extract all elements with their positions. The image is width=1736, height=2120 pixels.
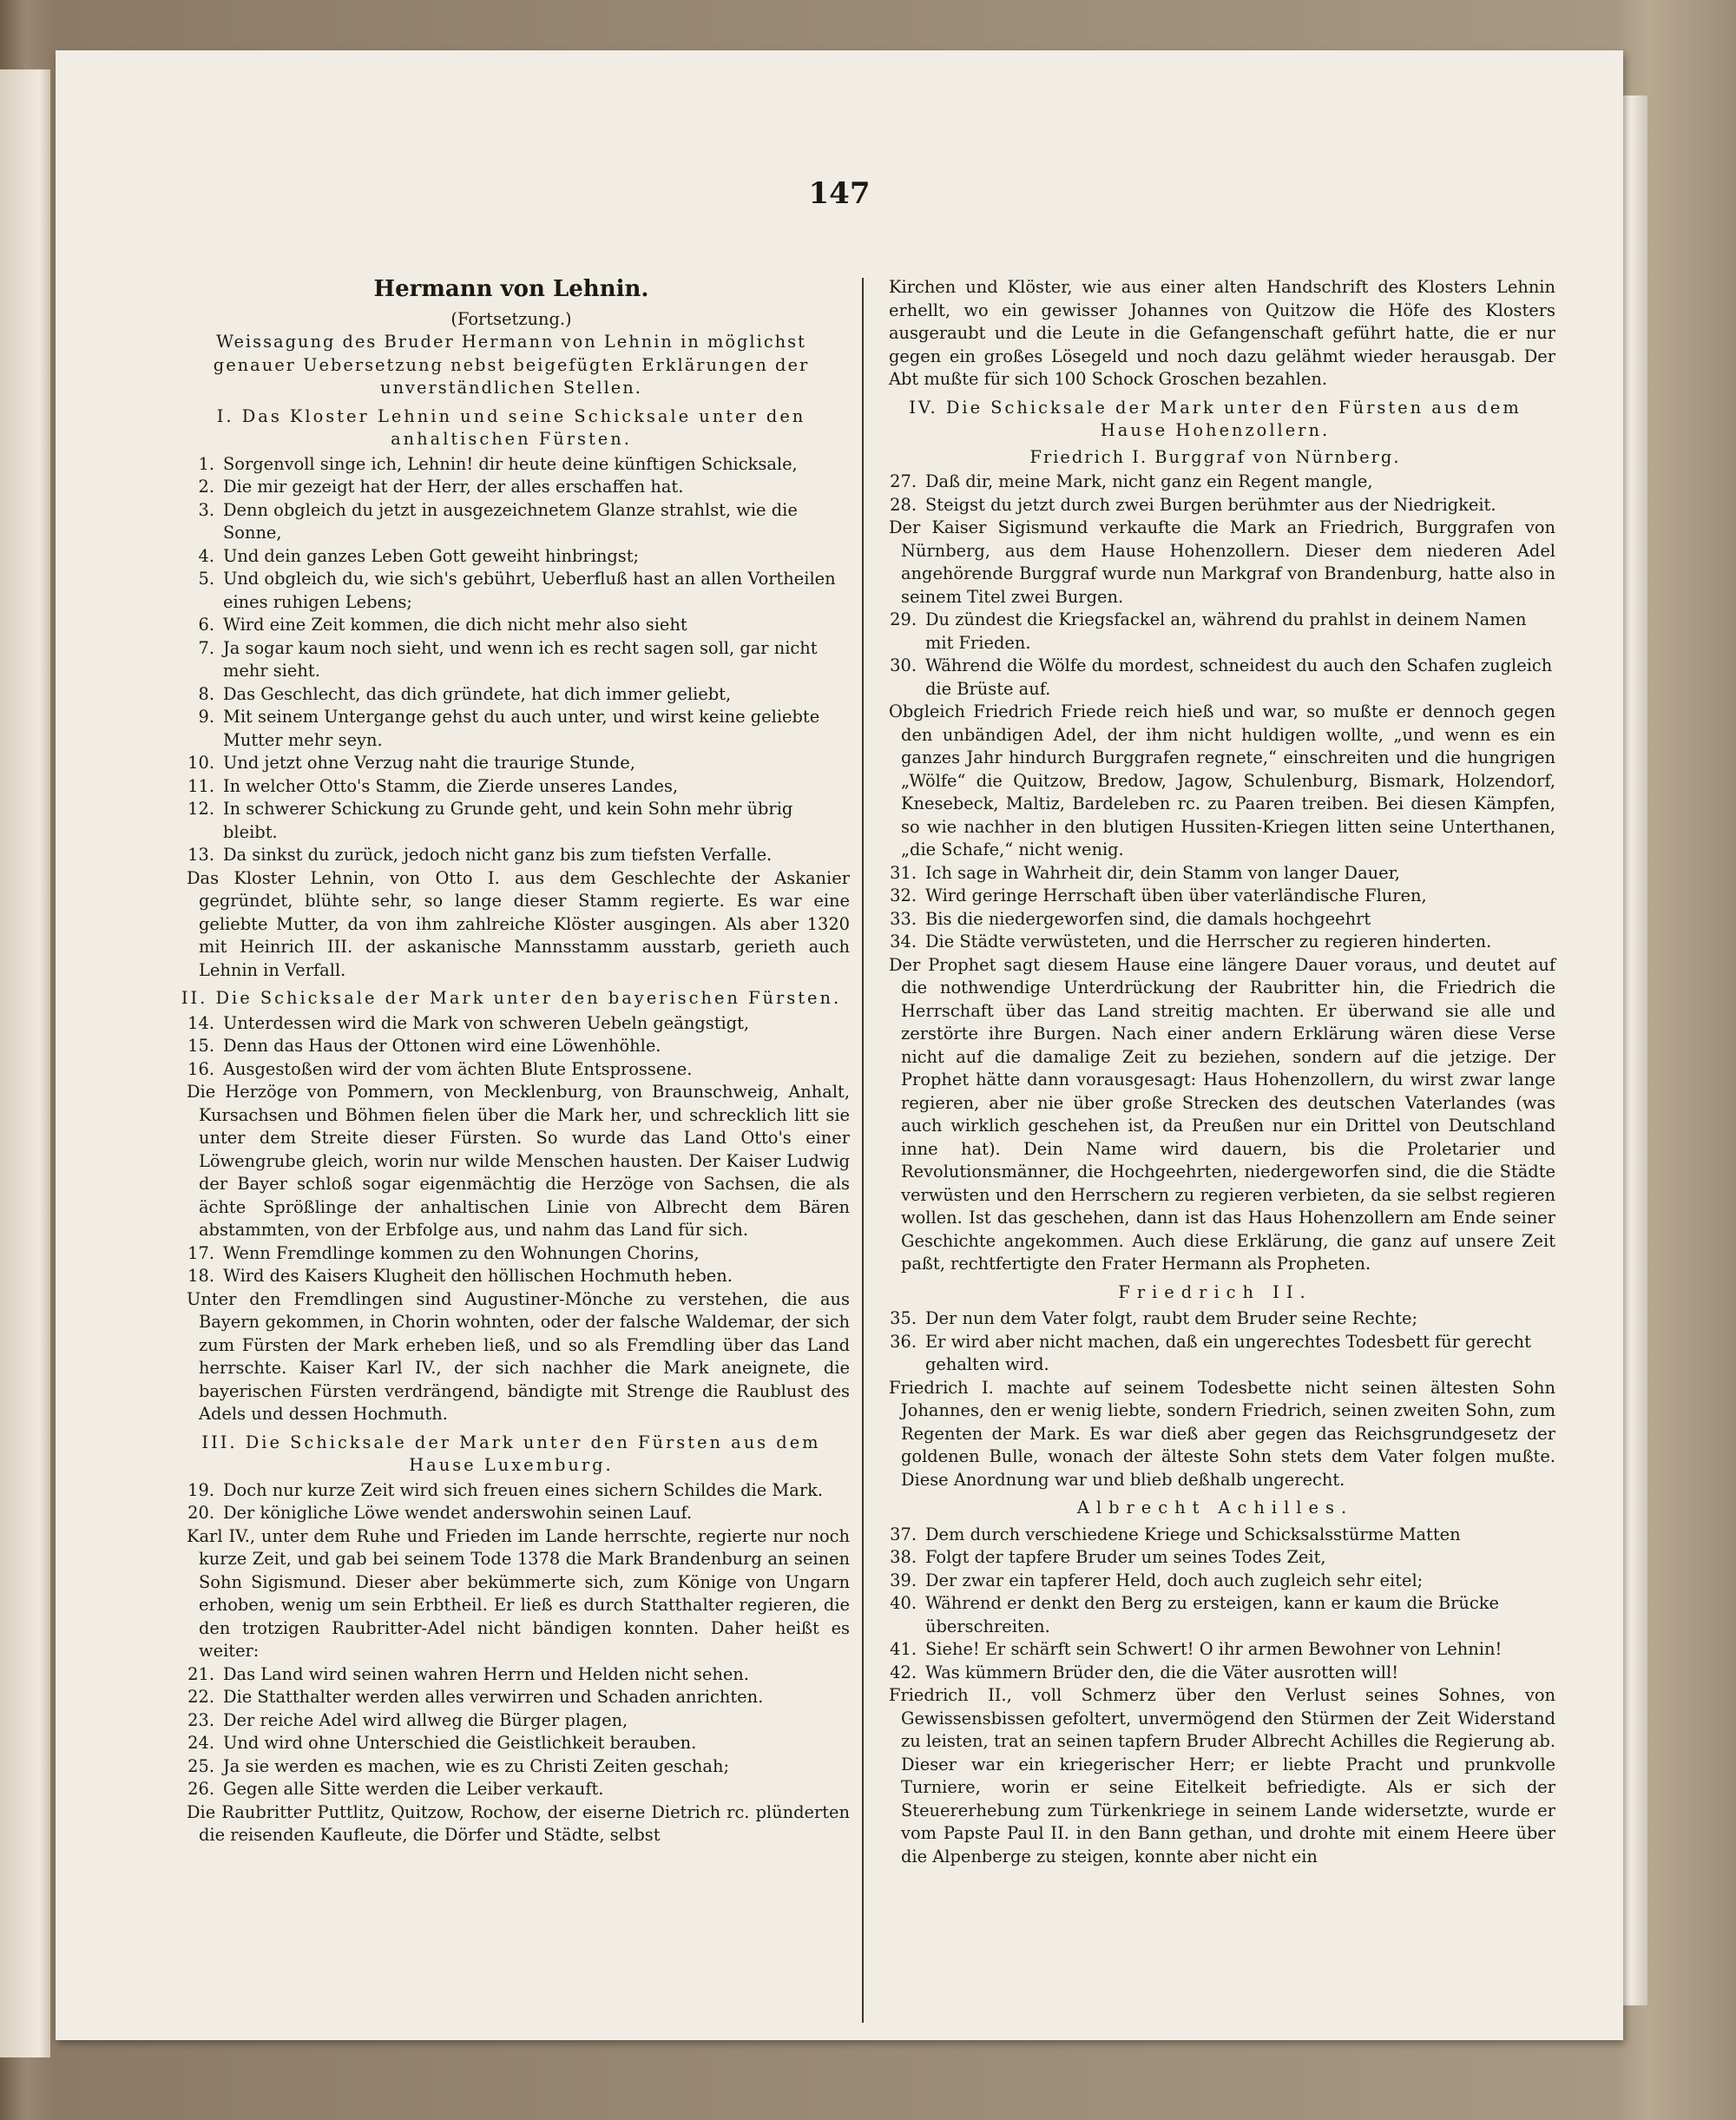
section-heading-3: III. Die Schicksale der Mark unter den Fürsten aus dem Hause Luxemburg. bbox=[201, 1432, 821, 1475]
left-column bbox=[173, 276, 850, 1847]
verse-number: 2. bbox=[198, 477, 214, 497]
verse-text: Und dein ganzes Leben Gott geweiht hinbringst; bbox=[223, 545, 640, 566]
verse-line bbox=[173, 1242, 850, 1266]
page-number: 147 bbox=[808, 176, 871, 211]
verse-number: 18. bbox=[187, 1266, 214, 1286]
verse-line bbox=[173, 752, 850, 775]
verse-line bbox=[173, 683, 850, 707]
verse-line bbox=[875, 471, 1555, 494]
verse-line bbox=[173, 614, 850, 637]
verse-list-2a bbox=[173, 1012, 850, 1082]
verse-line bbox=[173, 476, 850, 499]
commentary-paragraph: Obgleich Friedrich Friede reich hieß und war, so mußte er dennoch gegen den unbändigen Adel, der ihm nicht huldigen wollte, „und wenn es ein ganzes Jahr hindurch Burggrafen regnete,“ einschreiten und die hungrigen „Wölfe“ die Quitzow, Bredow, Jagow, Schulenburg, Bismark, Holzendorf, Knesebeck, Maltiz, Bardeleben rc. zu Paaren treiben. Bei diesen Kämpfen, so wie nachher in den blutigen Hussiten-Kriegen litten seine Unterthanen, „die Schafe,“ nicht wenig. bbox=[889, 701, 1555, 859]
verse-number: 36. bbox=[890, 1331, 917, 1352]
verse-line bbox=[875, 1524, 1555, 1547]
commentary-paragraph: Friedrich I. machte auf seinem Todesbette nicht seinen ältesten Sohn Johannes, den er wenig liebte, sondern Friedrich, seinen zweiten Sohn, zum Regenten der Mark. Es war dieß aber gegen das Reichsgrundgesetz der goldenen Bulle, wonach der älteste Sohn stets dem Vater folgen mußte. Diese Anordnung war und blieb deßhalb ungerecht. bbox=[889, 1377, 1555, 1490]
verse-line bbox=[173, 545, 850, 569]
verse-line bbox=[173, 1479, 850, 1503]
commentary-paragraph: Das Kloster Lehnin, von Otto I. aus dem Geschlechte der Askanier gegründet, blühte sehr, so lange dieser Stamm regierte. Es war eine geliebte Mutter, da von ihm zahlreiche Klöster ausgingen. Als aber 1320 mit Heinrich III. der askanische Mannsstamm ausstarb, gerieth auch Lehnin in Verfall. bbox=[187, 867, 850, 980]
lead-heading: Weissagung des Bruder Hermann von Lehnin in möglichst genauer Uebersetzung nebst beigefügten Erklärungen der unverständlichen Stellen. bbox=[213, 332, 810, 398]
verse-text: Siehe! Er schärft sein Schwert! O ihr armen Bewohner von Lehnin! bbox=[925, 1639, 1503, 1659]
verse-line bbox=[173, 798, 850, 844]
verse-text: Während die Wölfe du mordest, schneidest du auch den Schafen zugleich die Brüste auf. bbox=[925, 655, 1553, 699]
verse-number: 41. bbox=[890, 1639, 917, 1659]
verse-text: Wird eine Zeit kommen, die dich nicht mehr also sieht bbox=[223, 615, 687, 635]
verse-line bbox=[875, 494, 1555, 517]
verse-text: In welcher Otto's Stamm, die Zierde unseres Landes, bbox=[223, 775, 679, 796]
verse-number: 5. bbox=[198, 569, 214, 589]
verse-line bbox=[875, 655, 1555, 701]
commentary-paragraph: Karl IV., unter dem Ruhe und Frieden im Lande herrschte, regierte nur noch kurze Zeit, und gab bei seinem Tode 1378 die Mark Brandenburg an seinen Sohn Sigismund. Dieser aber bekümmerte sich, zum Könige von Ungarn erhoben, wenig um sein Erbtheil. Er ließ es durch Statthalter regieren, die den trotzigen Raubritter-Adel nicht bändigen konnten. Daher heißt es weiter: bbox=[187, 1525, 850, 1661]
verse-number: 27. bbox=[890, 471, 917, 491]
verse-number: 8. bbox=[198, 683, 214, 704]
verse-text: Ich sage in Wahrheit dir, dein Stamm von langer Dauer, bbox=[925, 862, 1400, 883]
verse-text: Während er denkt den Berg zu ersteigen, kann er kaum die Brücke überschreiten. bbox=[925, 1593, 1499, 1636]
verse-list-f2 bbox=[875, 1307, 1555, 1377]
verse-number: 35. bbox=[890, 1308, 917, 1328]
commentary-paragraph: Die Raubritter Puttlitz, Quitzow, Rochow, der eiserne Dietrich rc. plünderten die reisenden Kaufleute, die Dörfer und Städte, selbst bbox=[187, 1801, 850, 1845]
subsection-heading: Friedrich II. bbox=[1118, 1281, 1312, 1302]
verse-line bbox=[173, 1012, 850, 1036]
verse-text: Das Land wird seinen wahren Herrn und Helden nicht sehen. bbox=[223, 1663, 749, 1684]
verse-text: Steigst du jetzt durch zwei Burgen berühmter aus der Niedrigkeit. bbox=[925, 494, 1496, 515]
verse-line bbox=[173, 844, 850, 867]
verse-line bbox=[875, 1307, 1555, 1331]
verse-text: Wird geringe Herrschaft üben über vaterländische Fluren, bbox=[925, 886, 1427, 905]
verse-text: Die Statthalter werden alles verwirren und Schaden anrichten. bbox=[223, 1687, 764, 1707]
verse-number: 7. bbox=[198, 637, 214, 658]
verse-text: Dem durch verschiedene Kriege und Schicksalsstürme Matten bbox=[925, 1524, 1461, 1544]
verse-line bbox=[875, 931, 1555, 954]
verse-number: 19. bbox=[187, 1479, 214, 1500]
verse-number: 22. bbox=[187, 1687, 214, 1707]
verse-text: Der nun dem Vater folgt, raubt dem Bruder seine Rechte; bbox=[925, 1308, 1418, 1328]
binding-spine bbox=[0, 69, 50, 2057]
verse-number: 39. bbox=[890, 1570, 917, 1590]
verse-text: Die mir gezeigt hat der Herr, der alles erschaffen hat. bbox=[223, 477, 684, 497]
verse-text: Sorgenvoll singe ich, Lehnin! dir heute deine künftigen Schicksale, bbox=[223, 453, 798, 474]
commentary-paragraph: Friedrich II., voll Schmerz über den Verlust seines Sohnes, von Gewissensbissen gefoltert, unvermögend den Stürmen der Zeit Widerstand zu leisten, trat an seinen tapfern Bruder Albrecht Achilles die Regierung ab. Dieser war ein kriegerischer Herr; er liebte Pracht und prunkvolle Turniere, worin er seine Eitelkeit befriedigte. Als er sich der Steuererhebung zum Türkenkriege in seinem Lande widersetzte, wurde er vom Papste Paul II. in den Bann gethan, und drohte mit einem Heere über die Alpenberge zu steigen, konnte aber nicht ein bbox=[889, 1685, 1555, 1867]
verse-text: Ja sie werden es machen, wie es zu Christi Zeiten geschah; bbox=[223, 1755, 729, 1776]
verse-text: Wenn Fremdlinge kommen zu den Wohnungen Chorins, bbox=[223, 1242, 700, 1263]
verse-number: 14. bbox=[187, 1012, 214, 1033]
verse-list-1 bbox=[173, 453, 850, 867]
verse-number: 34. bbox=[890, 932, 917, 951]
verse-number: 25. bbox=[187, 1755, 214, 1776]
verse-line bbox=[875, 1546, 1555, 1570]
verse-number: 38. bbox=[890, 1547, 917, 1567]
verse-line bbox=[173, 1755, 850, 1779]
verse-line bbox=[173, 1035, 850, 1058]
verse-line bbox=[173, 499, 850, 545]
verse-line bbox=[875, 1638, 1555, 1662]
verse-number: 17. bbox=[187, 1242, 214, 1263]
section-heading-4: IV. Die Schicksale der Mark unter den Fürsten aus dem Hause Hohenzollern. bbox=[909, 397, 1522, 440]
verse-number: 32. bbox=[890, 886, 917, 905]
verse-line bbox=[875, 885, 1555, 908]
verse-number: 37. bbox=[890, 1524, 917, 1544]
verse-number: 12. bbox=[187, 799, 214, 819]
book-page bbox=[56, 50, 1623, 2040]
verse-number: 30. bbox=[890, 655, 917, 675]
verse-text: Gegen alle Sitte werden die Leiber verkauft. bbox=[223, 1779, 604, 1799]
verse-number: 33. bbox=[890, 908, 917, 929]
verse-number: 16. bbox=[187, 1058, 214, 1079]
verse-line bbox=[173, 1663, 850, 1687]
verse-text: Und jetzt ohne Verzug naht die traurige Stunde, bbox=[223, 753, 635, 773]
commentary-paragraph: Der Kaiser Sigismund verkaufte die Mark an Friedrich, Burggrafen von Nürnberg, aus dem Hause Hohenzollern. Dieser dem niederen Adel angehörende Burggraf wurde nun Markgraf von Brandenburg, hatte also in seinem Titel zwei Burgen. bbox=[889, 517, 1555, 607]
commentary-paragraph: Kirchen und Klöster, wie aus einer alten Handschrift des Klosters Lehnin erhellt, wo ein gewisser Johannes von Quitzow die Höfe des Klosters ausgeraubt und die Leute in die Gefangenschaft geführt hatte, die er nur gegen ein großes Lösegeld und noch dazu gelähmt wieder herausgab. Der Abt mußte für sich 100 Schock Groschen bezahlen. bbox=[889, 277, 1555, 389]
verse-list-4b bbox=[875, 609, 1555, 701]
verse-list-3a bbox=[173, 1479, 850, 1525]
verse-line bbox=[173, 637, 850, 683]
verse-number: 31. bbox=[890, 862, 917, 883]
verse-text: Unterdessen wird die Mark von schweren Uebeln geängstigt, bbox=[223, 1012, 750, 1033]
verse-number: 15. bbox=[187, 1036, 214, 1056]
verse-text: Denn das Haus der Ottonen wird eine Löwenhöhle. bbox=[223, 1036, 661, 1056]
verse-line bbox=[173, 1265, 850, 1288]
verse-number: 6. bbox=[198, 615, 214, 635]
verse-text: Denn obgleich du jetzt in ausgezeichnetem Glanze strahlst, wie die Sonne, bbox=[223, 499, 798, 543]
verse-line bbox=[173, 1058, 850, 1082]
verse-text: Die Städte verwüsteten, und die Herrscher zu regieren hinderten. bbox=[925, 932, 1492, 951]
verse-text: Der königliche Löwe wendet anderswohin seinen Lauf. bbox=[223, 1503, 693, 1523]
section-heading-1: I. Das Kloster Lehnin und seine Schicksale unter den anhaltischen Fürsten. bbox=[216, 405, 806, 449]
verse-text: Und obgleich du, wie sich's gebührt, Ueberfluß hast an allen Vortheilen eines ruhigen Lebens; bbox=[223, 569, 836, 612]
verse-number: 10. bbox=[187, 753, 214, 773]
verse-text: Er wird aber nicht machen, daß ein ungerechtes Todesbett für gerecht gehalten wird. bbox=[925, 1331, 1531, 1374]
verse-text: Der zwar ein tapferer Held, doch auch zugleich sehr eitel; bbox=[925, 1570, 1424, 1590]
verse-line bbox=[173, 568, 850, 614]
column-divider bbox=[862, 278, 864, 2023]
verse-text: Folgt der tapfere Bruder um seines Todes Zeit, bbox=[925, 1547, 1326, 1567]
verse-number: 42. bbox=[890, 1662, 917, 1682]
verse-text: Mit seinem Untergange gehst du auch unter, und wirst keine geliebte Mutter mehr seyn. bbox=[223, 707, 820, 750]
verse-number: 23. bbox=[187, 1709, 214, 1730]
continuation-note: (Fortsetzung.) bbox=[450, 308, 572, 329]
verse-line bbox=[173, 453, 850, 477]
verse-text: Was kümmern Brüder den, die die Väter ausrotten will! bbox=[925, 1662, 1399, 1682]
verse-number: 1. bbox=[198, 453, 214, 474]
verse-number: 24. bbox=[187, 1733, 214, 1753]
right-column bbox=[875, 276, 1555, 1868]
subsection-heading: Albrecht Achilles. bbox=[1076, 1498, 1354, 1518]
verse-text: Wird des Kaisers Klugheit den höllischen Hochmuth heben. bbox=[223, 1266, 733, 1286]
verse-line bbox=[173, 1502, 850, 1525]
verse-text: In schwerer Schickung zu Grunde geht, und kein Sohn mehr übrig bleibt. bbox=[223, 799, 793, 842]
verse-line bbox=[875, 1570, 1555, 1593]
verse-text: Du zündest die Kriegsfackel an, während du prahlst in deinem Namen mit Frieden. bbox=[925, 609, 1527, 653]
section-heading-2: II. Die Schicksale der Mark unter den bayerischen Fürsten. bbox=[181, 988, 842, 1008]
verse-text: Ja sogar kaum noch sieht, und wenn ich es recht sagen soll, gar nicht mehr sieht. bbox=[223, 637, 818, 681]
verse-line bbox=[173, 775, 850, 799]
verse-line bbox=[875, 609, 1555, 655]
verse-line bbox=[173, 1686, 850, 1709]
verse-list-aa bbox=[875, 1524, 1555, 1685]
verse-list-4a bbox=[875, 471, 1555, 517]
verse-list-4c bbox=[875, 862, 1555, 954]
verse-number: 13. bbox=[187, 845, 214, 865]
verse-list-2b bbox=[173, 1242, 850, 1288]
verse-line bbox=[875, 1662, 1555, 1685]
verse-text: Und wird ohne Unterschied die Geistlichkeit berauben. bbox=[223, 1733, 697, 1753]
verse-text: Daß dir, meine Mark, nicht ganz ein Regent mangle, bbox=[925, 471, 1373, 491]
verse-number: 9. bbox=[198, 707, 214, 727]
verse-line bbox=[875, 908, 1555, 932]
verse-text: Doch nur kurze Zeit wird sich freuen eines sichern Schildes die Mark. bbox=[223, 1479, 823, 1500]
verse-line bbox=[875, 1592, 1555, 1638]
verse-number: 11. bbox=[187, 775, 214, 796]
verse-line bbox=[173, 706, 850, 752]
verse-text: Der reiche Adel wird allweg die Bürger plagen, bbox=[223, 1709, 628, 1730]
verse-text: Ausgestoßen wird der vom ächten Blute Entsprossene. bbox=[223, 1058, 693, 1079]
commentary-paragraph: Der Prophet sagt diesem Hause eine längere Dauer voraus, und deutet auf die nothwendige Unterdrückung der Raubritter hin, die Friedrich die Herrschaft über das Land streitig machten. Er überwand sie alle und zerstörte ihre Burgen. Nach einer andern Erklärung wären diese Verse nicht auf die damalige Zeit zu beziehen, sondern auf die jetzige. Der Prophet hätte dann vorausgesagt: Haus Hohenzollern, du wirst zwar lange regieren, aber nie über große Strecken des deutschen Vaterlandes (was auch wirklich geschehen ist, da Preußen nur ein Drittel von Deutschland inne hat). Dein Name wird dauern, bis die Proletarier und Revolutionsmänner, die Hochgeehrten, niedergeworfen sind, die die Städte verwüsten und den Herrschern zu regieren verbieten, da sie selbst regieren wollen. Ist das geschehen, dann ist das Haus Hohenzollern am Ende seiner Geschichte angekommen. Auch diese Erklärung, die ganz auf unsere Zeit paßt, rechtfertigte den Frater Hermann als Propheten. bbox=[889, 954, 1555, 1274]
verse-number: 26. bbox=[187, 1779, 214, 1799]
verse-number: 28. bbox=[890, 494, 917, 515]
verse-number: 4. bbox=[198, 545, 214, 566]
verse-line bbox=[173, 1709, 850, 1733]
commentary-paragraph: Unter den Fremdlingen sind Augustiner-Mönche zu verstehen, die aus Bayern gekommen, in Chorin wohnten, oder der falsche Waldemar, der sich zum Fürsten der Mark erheben ließ, und so als Fremdling über das Land herrschte. Kaiser Karl IV., der sich nachher die Mark aneignete, die bayerischen Fürsten verdrängend, bändigte mit Strenge die Raublust des Adels und dessen Hochmuth. bbox=[187, 1288, 850, 1424]
verse-line bbox=[173, 1778, 850, 1801]
verse-number: 3. bbox=[198, 499, 214, 520]
verse-number: 20. bbox=[187, 1503, 214, 1523]
verse-number: 40. bbox=[890, 1593, 917, 1613]
verse-number: 29. bbox=[890, 609, 917, 629]
verse-line bbox=[875, 862, 1555, 886]
verse-line bbox=[173, 1732, 850, 1755]
commentary-paragraph: Die Herzöge von Pommern, von Mecklenburg, von Braunschweig, Anhalt, Kursachsen und Böhmen fielen über die Mark her, und schrecklich litt sie unter dem Streite dieser Fürsten. So wurde das Land Otto's einer Löwengrube gleich, worin nur wilde Menschen hausten. Der Kaiser Ludwig der Bayer schloß sogar eigenmächtig die Herzöge von Sachsen, die als ächte Sprößlinge der anhaltischen Linie von Albrecht dem Bären abstammten, von der Erbfolge aus, und nahm das Land für sich. bbox=[187, 1082, 850, 1240]
verse-number: 21. bbox=[187, 1663, 214, 1684]
verse-list-3b bbox=[173, 1663, 850, 1801]
verse-line bbox=[875, 1331, 1555, 1377]
subsection-heading: Friedrich I. Burggraf von Nürnberg. bbox=[1029, 446, 1401, 467]
verse-text: Da sinkst du zurück, jedoch nicht ganz bis zum tiefsten Verfalle. bbox=[223, 845, 773, 865]
verse-text: Bis die niedergeworfen sind, die damals hochgeehrt bbox=[925, 908, 1371, 929]
article-title: Hermann von Lehnin. bbox=[373, 276, 649, 302]
verse-text: Das Geschlecht, das dich gründete, hat dich immer geliebt, bbox=[223, 683, 732, 704]
